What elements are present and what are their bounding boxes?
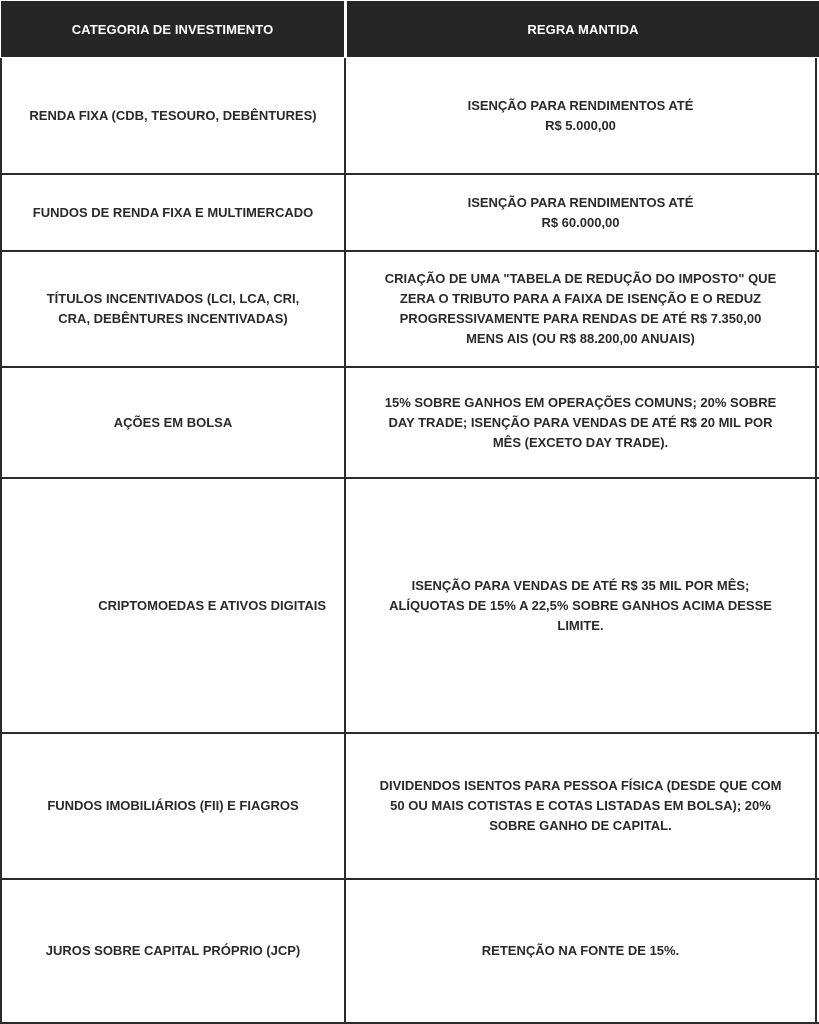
category-text: JUROS SOBRE CAPITAL PRÓPRIO (JCP) xyxy=(45,943,301,958)
rule-line: MÊS (EXCETO DAY TRADE). xyxy=(492,434,669,450)
rule-line: R$ 60.000,00 xyxy=(541,214,620,230)
rule-line: CRIAÇÃO DE UMA "TABELA DE REDUÇÃO DO IMPOSTO" QUE xyxy=(384,271,777,286)
rule-text xyxy=(385,269,777,349)
rule-text xyxy=(468,96,694,136)
rule-line: LIMITE. xyxy=(557,617,604,633)
rule-cell xyxy=(344,368,817,477)
rule-text xyxy=(389,576,772,636)
category-text: AÇÕES EM BOLSA xyxy=(113,414,233,430)
rule-line: ISENÇÃO PARA RENDIMENTOS ATÉ xyxy=(467,97,694,113)
table-row xyxy=(0,368,819,479)
rule-line: ALÍQUOTAS DE 15% A 22,5% SOBRE GANHOS ACIMA DESSE xyxy=(389,597,772,613)
category-cell xyxy=(0,368,346,477)
category-text: FUNDOS IMOBILIÁRIOS (FII) E FIAGROS xyxy=(47,798,299,813)
category-cell xyxy=(0,58,346,173)
category-cell xyxy=(0,734,346,878)
table-row xyxy=(0,58,819,175)
rule-line: MENS AIS (OU R$ 88.200,00 ANUAIS) xyxy=(466,331,695,346)
category-cell xyxy=(0,175,346,250)
rule-line: ISENÇÃO PARA VENDAS DE ATÉ R$ 35 MIL POR MÊS; xyxy=(411,577,750,593)
category-text: RENDA FIXA (CDB, TESOURO, DEBÊNTURES) xyxy=(29,107,317,123)
category-line: TÍTULOS INCENTIVADOS (LCI, LCA, CRI, xyxy=(46,291,300,306)
rule-cell xyxy=(344,58,817,173)
table-row xyxy=(0,734,819,880)
category-cell xyxy=(0,880,346,1022)
rule-text xyxy=(468,193,694,233)
rule-line: 50 OU MAIS COTISTAS E COTAS LISTADAS EM BOLSA); 20% xyxy=(390,798,771,813)
rule-cell xyxy=(344,252,817,366)
rule-line: PROGRESSIVAMENTE PARA RENDAS DE ATÉ R$ 7.350,00 xyxy=(399,311,762,326)
header-category: CATEGORIA DE INVESTIMENTO xyxy=(1,1,344,57)
category-cell xyxy=(0,479,346,732)
rule-line: SOBRE GANHO DE CAPITAL. xyxy=(489,818,672,833)
category-text: CRIPTOMOEDAS E ATIVOS DIGITAIS xyxy=(98,597,326,613)
rule-cell xyxy=(344,734,817,878)
table-row xyxy=(0,252,819,368)
rule-text xyxy=(380,776,782,836)
category-cell xyxy=(0,252,346,366)
rule-line: 15% SOBRE GANHOS EM OPERAÇÕES COMUNS; 20% SOBRE xyxy=(384,394,777,410)
header-rule: REGRA MANTIDA xyxy=(347,1,819,57)
table-row xyxy=(0,880,819,1024)
rule-cell xyxy=(344,175,817,250)
rule-line: DIVIDENDOS ISENTOS PARA PESSOA FÍSICA (DESDE QUE COM xyxy=(379,778,782,793)
table-row xyxy=(0,479,819,734)
rule-text: RETENÇÃO NA FONTE DE 15%. xyxy=(481,943,680,958)
category-text xyxy=(47,289,300,329)
rule-cell xyxy=(344,880,817,1022)
table-header xyxy=(0,0,819,58)
rule-text xyxy=(385,393,777,453)
rule-line: ISENÇÃO PARA RENDIMENTOS ATÉ xyxy=(467,194,694,210)
rule-line: R$ 5.000,00 xyxy=(545,117,616,133)
rule-line: DAY TRADE; ISENÇÃO PARA VENDAS DE ATÉ R$ 20 MIL POR xyxy=(388,414,773,430)
category-line: CRA, DEBÊNTURES INCENTIVADAS) xyxy=(58,311,288,326)
category-text: FUNDOS DE RENDA FIXA E MULTIMERCADO xyxy=(32,204,314,220)
rule-cell xyxy=(344,479,817,732)
table-row xyxy=(0,175,819,252)
rule-line: ZERA O TRIBUTO PARA A FAIXA DE ISENÇÃO E O REDUZ xyxy=(399,291,762,306)
